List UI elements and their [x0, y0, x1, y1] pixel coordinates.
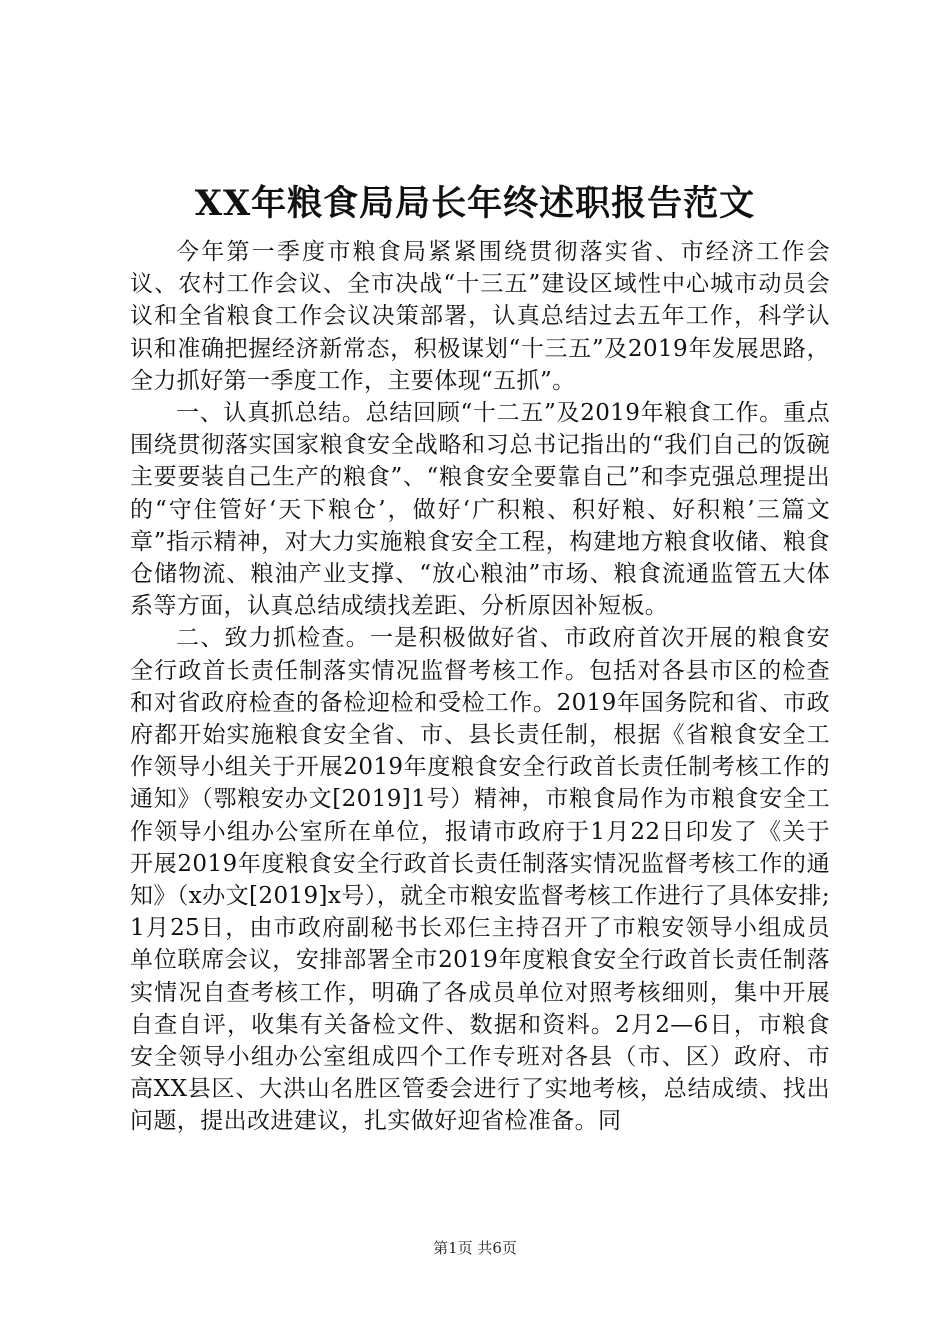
paragraph-intro: 今年第一季度市粮食局紧紧围绕贯彻落实省、市经济工作会议、农村工作会议、全市决战“十三五”建设区域性中心城市动员会议和全省粮食工作会议决策部署，认真总结过去五年工作，科学认识和准确把握经济新常态，积极谋划“十三五”及2019年发展思路，全力抓好第一季度工作，主要体现“五抓”。 [130, 239, 830, 394]
paragraph-section-1: 一、认真抓总结。总结回顾“十二五”及2019年粮食工作。重点围绕贯彻落实国家粮食安全战略和习总书记指出的“我们自己的饭碗主要要装自己生产的粮食”、“粮食安全要靠自己”和李克强总理提出的“守住管好‘天下粮仓’，做好‘广积粮、积好粮、好积粮’三篇文章”指示精神，对大力实施粮食安全工程，构建地方粮食收储、粮食仓储物流、粮油产业支撑、“放心粮油”市场、粮食流通监管五大体系等方面，认真总结成绩找差距、分析原因补短板。 [130, 400, 830, 620]
page-footer: 第1页 共6页 [433, 1239, 517, 1257]
document-title: XX年粮食局局长年终述职报告范文 [194, 183, 756, 224]
paragraph-section-2: 二、致力抓检查。一是积极做好省、市政府首次开展的粮食安全行政首长责任制落实情况监督考核工作。包括对各县市区的检查和对省政府检查的备检迎检和受检工作。2019年国务院和省、市政府都开始实施粮食安全省、市、县长责任制，根据《省粮食安全工作领导小组关于开展2019年度粮食安全行政首长责任制考核工作的通知》（鄂粮安办文[2019]1号）精神，市粮食局作为市粮食安全工作领导小组办公室所在单位，报请市政府于1月22日印发了《关于开展2019年度粮食安全行政首长责任制落实情况监督考核工作的通知》（x办文[2019]x号），就全市粮安监督考核工作进行了具体安排;1月25日，由市政府副秘书长邓仨主持召开了市粮安领导小组成员单位联席会议，安排部署全市2019年度粮食安全行政首长责任制落实情况自查考核工作，明确了各成员单位对照考核细则，集中开展自查自评，收集有关备检文件、数据和资料。2月2—6日，市粮食安全领导小组办公室组成四个工作专班对各县（市、区）政府、市高XX县区、大洪山名胜区管委会进行了实地考核，总结成绩、找出问题，提出改进建议，扎实做好迎省检准备。同 [130, 625, 830, 1135]
document-body [130, 236, 830, 1138]
